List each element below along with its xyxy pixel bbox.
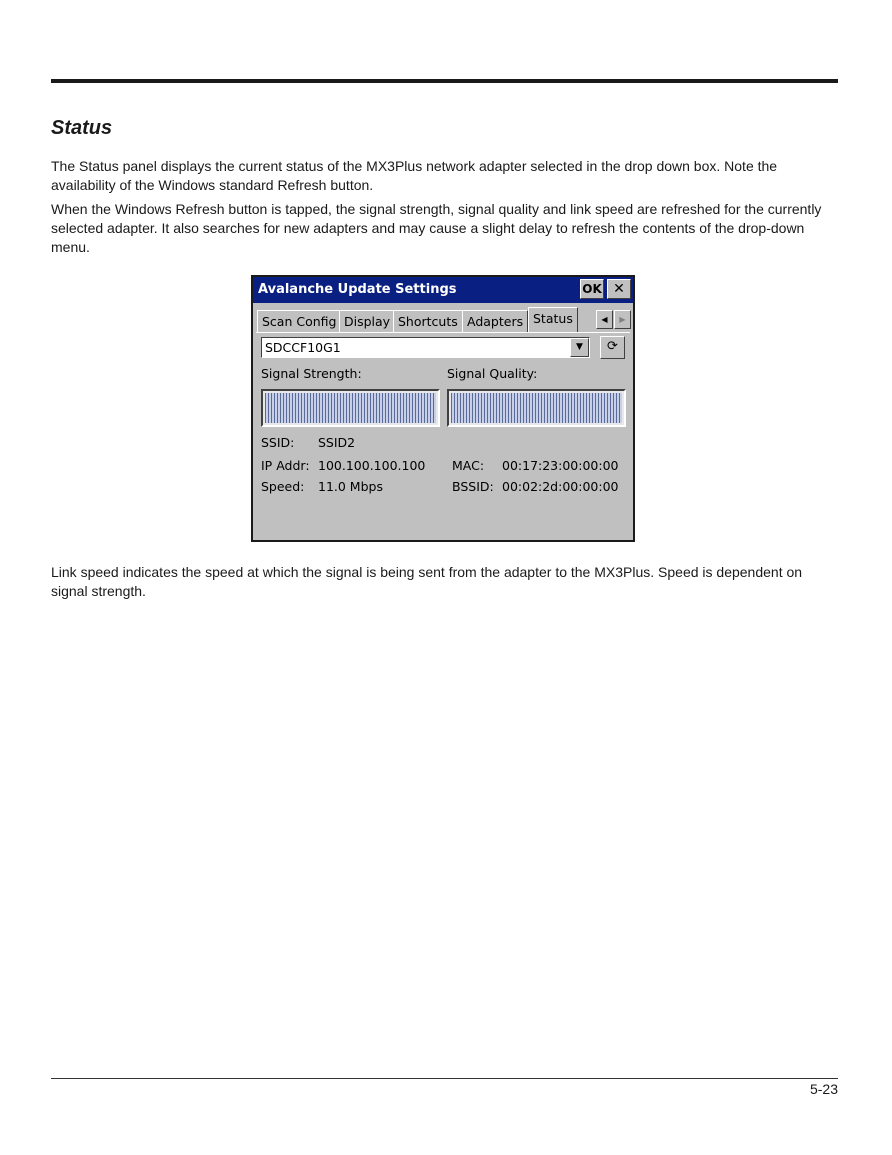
footer-rule — [51, 1078, 838, 1079]
dialog-title: Avalanche Update Settings — [258, 282, 457, 297]
ssid-value: SSID2 — [318, 435, 356, 450]
signal-quality-meter — [447, 389, 626, 427]
section-title: Status — [51, 117, 113, 139]
tab-adapters[interactable]: Adapters — [462, 310, 528, 332]
mac-value: 00:17:23:00:00:00 — [502, 458, 619, 473]
close-button[interactable]: ✕ — [607, 279, 631, 299]
refresh-button[interactable] — [600, 336, 625, 359]
tab-scroll-right-icon[interactable]: ▶ — [614, 310, 631, 329]
header-rule — [51, 79, 838, 83]
ip-value: 100.100.100.100 — [318, 458, 426, 473]
dropdown-arrow-icon[interactable]: ▼ — [570, 338, 589, 357]
speed-value: 11.0 Mbps — [318, 479, 383, 494]
tab-status[interactable]: Status — [528, 307, 578, 332]
ok-button[interactable]: OK — [580, 279, 604, 299]
signal-strength-meter — [261, 389, 440, 427]
tab-scroll-left-icon[interactable]: ◀ — [596, 310, 613, 329]
intro-paragraph: The Status panel displays the current status of the MX3Plus network adapter selected in the drop down box. Note the availability of the Windows standard Refresh button. — [51, 158, 778, 193]
signal-quality-label: Signal Quality: — [447, 366, 538, 381]
adapter-dropdown[interactable] — [261, 337, 590, 358]
signal-quality-fill — [451, 393, 622, 423]
speed-label: Speed: — [261, 479, 305, 494]
tab-display[interactable]: Display — [339, 310, 395, 332]
refresh-icon: ⟳ — [607, 339, 618, 354]
signal-strength-fill — [265, 393, 436, 423]
link-speed-paragraph: Link speed indicates the speed at which the signal is being sent from the adapter to the MX3Plus. Speed is dependent on signal strength. — [51, 564, 803, 599]
tab-shortcuts[interactable]: Shortcuts — [393, 310, 463, 332]
adapter-dropdown-value: SDCCF10G1 — [265, 340, 341, 355]
mac-label: MAC: — [452, 458, 485, 473]
dialog-titlebar — [253, 277, 633, 303]
settings-dialog-screenshot — [251, 275, 635, 542]
bssid-label: BSSID: — [452, 479, 494, 494]
ip-label: IP Addr: — [261, 458, 310, 473]
signal-strength-label: Signal Strength: — [261, 366, 362, 381]
ssid-label: SSID: — [261, 435, 295, 450]
tab-divider — [256, 332, 630, 333]
bssid-value: 00:02:2d:00:00:00 — [502, 479, 619, 494]
refresh-paragraph: When the Windows Refresh button is tapped, the signal strength, signal quality and link speed are refreshed for the currently selected adapter. It also searches for new adapters and may cause a slight delay to refresh the contents of the drop-down menu. — [51, 201, 822, 255]
page-number: 5-23 — [809, 1081, 838, 1097]
tab-scan-config[interactable]: Scan Config — [257, 310, 341, 332]
